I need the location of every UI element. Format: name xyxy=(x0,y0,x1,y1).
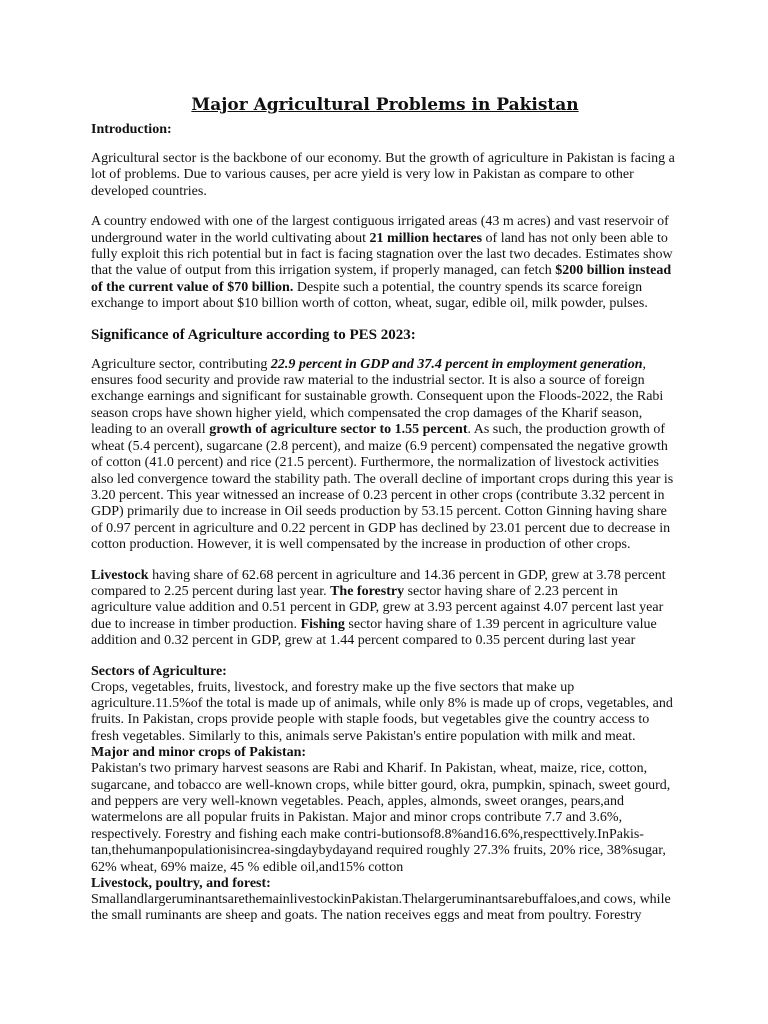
livestock-paragraph xyxy=(91,892,679,925)
text-run: . As such, the production growth of wheat (5.4 percent), sugarcane (2.8 percent), and maize (6.9 percent) compensated the negative growth of cotton (41.0 percent) and rice (21.5 percent). Furthermore, the normalization of livestock activities also led convergence toward the stability path. The overall decline of important crops during this year is 3.20 percent. This year witnessed an increase of 0.23 percent in other crops (contribute 3.32 percent in GDP) primarily due to increase in Oil seeds production by 53.15 percent. Cotton Ginning having share of 0.97 percent in agriculture and 0.22 percent in GDP has declined by 23.01 percent due to decrease in cotton production. However, it is well compensated by the increase in production of other crops. xyxy=(91,422,674,553)
intro-heading: Introduction: xyxy=(91,122,172,137)
bold-italic-text-run: 22.9 percent in GDP and 37.4 percent in employment generation xyxy=(270,356,643,372)
significance-paragraph-1 xyxy=(91,357,679,554)
text-run: Crops, vegetables, fruits, livestock, and forestry make up the five sectors that make up agriculture.11.5%of the total is made up of animals, while only 8% is made up of crops, vegetables, and fruits. In Pakistan, crops provide people with staple foods, but vegetables give the country access to fresh vegetables. Similarly to this, animals serve Pakistan's entire population with milk and meat. xyxy=(91,679,673,744)
intro-section xyxy=(91,151,679,313)
bold-text-run: Fishing xyxy=(300,616,345,632)
text-run: Agricultural sector is the backbone of our economy. But the growth of agriculture in Pakistan is facing a lot of problems. Due to various causes, per acre yield is very low in Pakistan as compare to other developed countries. xyxy=(91,151,675,199)
text-run: of land has not only been able to fully exploit this rich potential but in fact is facing stagnation over the last two decades. Estimates show that the value of output from this irrigation system, if properly managed, can fetch xyxy=(91,230,673,279)
bold-text-run: growth of agriculture sector to 1.55 percent xyxy=(209,422,468,438)
livestock-heading: Livestock, poultry, and forest: xyxy=(91,876,271,892)
crops-heading: Major and minor crops of Pakistan: xyxy=(91,745,307,761)
text-run: having share of 62.68 percent in agriculture and 14.36 percent in GDP, grew at 3.78 percent compared to 2.25 percent during last year. xyxy=(91,567,666,599)
document-body xyxy=(91,94,679,925)
significance-paragraph-2 xyxy=(91,568,679,650)
bold-text-run: $200 billion instead of the current value of $70 billion. xyxy=(91,263,672,295)
text-run: sector having share of 1.39 percent in agriculture value addition and 0.32 percent in GDP, grew at 1.44 percent compared to 0.35 percent during last year xyxy=(91,616,657,649)
text-run: SmallandlargeruminantsarethemainlivestockinPakistan.Thelargeruminantsarebuffaloes,and cows, while the small ruminants are sheep and goats. The nation receives eggs and meat from poultry. Forestry xyxy=(91,892,671,924)
text-run: , ensures food security and provide raw material to the industrial sector. It is also a source of foreign exchange earnings and significant for sustainable growth. Consequent upon the Floods-2022, the Rabi season crops have shown higher yield, which compensated the crop damages of the Kharif season, leading to an overall xyxy=(91,356,664,438)
sectors-heading: Sectors of Agriculture: xyxy=(91,663,227,679)
bold-text-run: Livestock xyxy=(91,567,149,583)
text-run: A country endowed with one of the largest contiguous irrigated areas (43 m acres) and vast reservoir of underground water in the world cultivating about xyxy=(91,214,669,246)
crops-paragraph xyxy=(91,761,679,876)
text-run: sector having share of 2.23 percent in agriculture value addition and 0.51 percent in GDP, grew at 3.93 percent against 4.07 percent last year due to increase in timber production. xyxy=(91,583,664,632)
sectors-paragraph xyxy=(91,680,679,746)
bold-text-run: The forestry xyxy=(330,583,405,599)
text-run: Pakistan's two primary harvest seasons are Rabi and Kharif. In Pakistan, wheat, maize, rice, cotton, sugarcane, and tobacco are well-known crops, while bitter gourd, okra, pumpkin, spinach, sweet gourd, and peppers are very well-known vegetables. Peach, apples, almonds, sweet oranges, pears,and watermelons are all popular fruits in Pakistan. Major and minor crops contribute 7.7 and 3.6%, respectively. Forestry and fishing each make contri-butionsof8.8%and16.6%,respecttively.InPakis-tan,thehumanpopulationisincrea-singdaybydayand required roughly 27.3% fruits, 20% rice, 38%sugar, 62% wheat, 69% maize, 45 % edible oil,and15% cotton xyxy=(91,761,671,875)
significance-heading: Significance of Agriculture according to PES 2023: xyxy=(91,326,416,343)
bold-text-run: 21 million hectares xyxy=(369,230,483,246)
intro-paragraph-2 xyxy=(91,214,679,312)
significance-section xyxy=(91,357,679,650)
intro-paragraph-1 xyxy=(91,151,679,200)
page-title: Major Agricultural Problems in Pakistan xyxy=(191,95,579,115)
text-run: Agriculture sector, contributing xyxy=(91,356,271,372)
text-run: Despite such a potential, the country spends its scarce foreign exchange to import about $10 billion worth of cotton, wheat, sugar, edible oil, milk powder, pulses. xyxy=(91,279,648,312)
